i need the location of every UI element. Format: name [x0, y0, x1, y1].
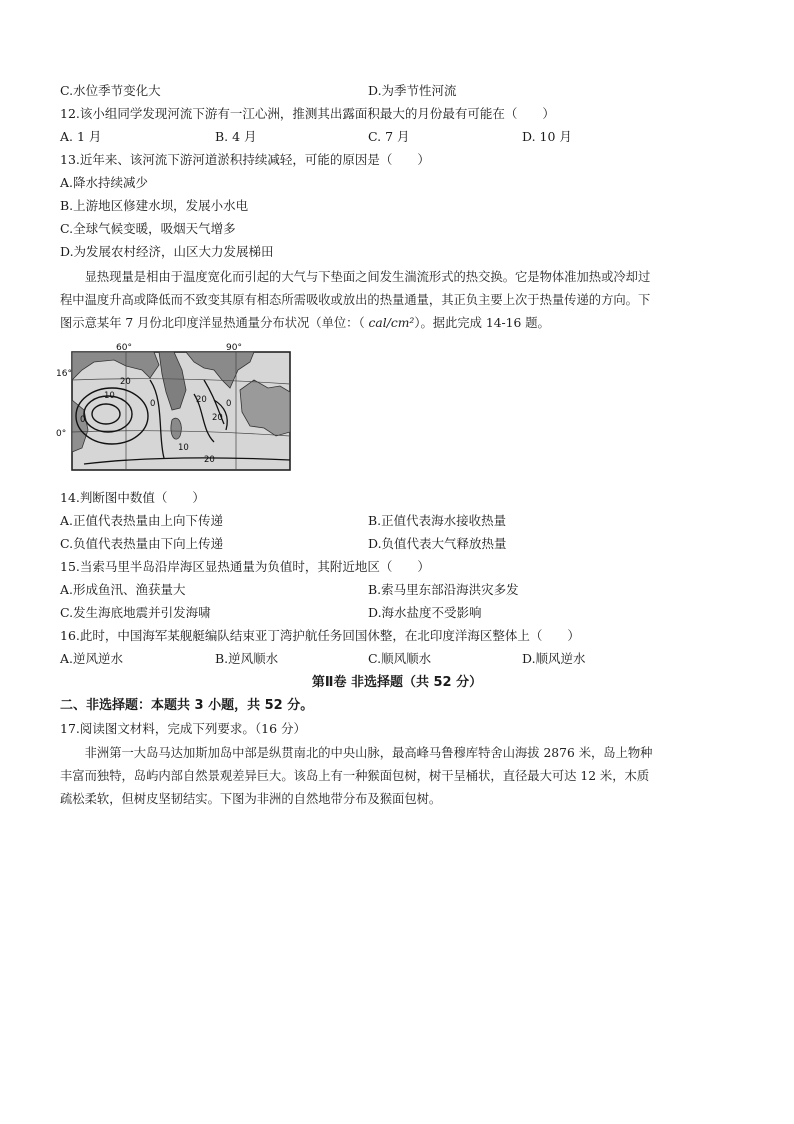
passage1-line3	[60, 312, 738, 335]
lon-label-60: 60°	[116, 343, 132, 353]
passage2-line2: 丰富而独特，岛屿内部自然景观差异巨大。该岛上有一种猴面包树，树干呈桶状，直径最大可达 12 米，木质	[60, 769, 650, 783]
q11-option-d[interactable]: D.为季节性河流	[368, 83, 457, 98]
q16-option-d[interactable]: D.顺风逆水	[522, 651, 586, 666]
q14-options-row-1	[60, 512, 750, 530]
q14-option-c[interactable]: C.负值代表热量由下向上传递	[60, 536, 224, 551]
q14-stem: 14.判断图中数值（ ）	[60, 490, 205, 505]
q12-option-d[interactable]: D. 10 月	[522, 129, 572, 144]
contour-label: 0	[226, 399, 232, 409]
q15-stem: 15.当索马里半岛沿岸海区显热通量为负值时，其附近地区（ ）	[60, 559, 430, 574]
contour-label: 0	[150, 399, 156, 409]
contour-label: 20	[120, 377, 131, 387]
contour-label: 10	[178, 443, 189, 453]
q15-options-row-1	[60, 581, 750, 599]
contour-label: 20	[204, 455, 215, 465]
q16-option-b[interactable]: B.逆风顺水	[215, 651, 279, 666]
q15-options-row-2	[60, 604, 750, 622]
q13-option-c[interactable]: C.全球气候变暖，吸烟天气增多	[60, 221, 236, 236]
q15-option-c[interactable]: C.发生海底地震并引发海啸	[60, 605, 211, 620]
q11-options-row	[60, 82, 750, 100]
q14-options-row-2	[60, 535, 750, 553]
q16-options-row	[60, 650, 750, 668]
q12-option-c[interactable]: C. 7 月	[368, 129, 410, 144]
q14-option-d[interactable]: D.负值代表大气释放热量	[368, 536, 507, 551]
q13-stem: 13.近年来、该河流下游河道淤积持续减轻，可能的原因是（ ）	[60, 152, 430, 167]
section-2-heading: 二、非选择题：本题共 3 小题，共 52 分。	[60, 698, 314, 713]
passage1-line2: 程中温度升高或降低而不致变其原有相态所需吸收或放出的热量通量，其正负主要上次于热量传递的方向。下	[60, 293, 651, 307]
flux-unit: cal/cm²	[368, 316, 415, 330]
passage1-line1: 显热现量是相由于温度宽化而引起的大气与下垫面之间发生湍流形式的热交换。它是物体准加热或冷却过	[84, 270, 651, 284]
contour-label: 20	[212, 413, 223, 423]
north-indian-ocean-heat-flux-map	[54, 340, 294, 474]
q12-stem: 12.该小组同学发现河流下游有一江心洲，推测其出露面积最大的月份最有可能在（ ）	[60, 106, 555, 121]
passage1-line3-prefix: 图示意某年 7 月份北印度洋显热通量分布状况（单位：（	[60, 316, 365, 330]
contour-label: 0	[80, 415, 86, 425]
q15-option-d[interactable]: D.海水盐度不受影响	[368, 605, 482, 620]
q13-option-d[interactable]: D.为发展农村经济，山区大力发展梯田	[60, 244, 274, 259]
contour-label: 20	[196, 395, 207, 405]
q14-option-a[interactable]: A.正值代表热量由上向下传递	[60, 513, 224, 528]
q15-option-b[interactable]: B.索马里东部沿海洪灾多发	[368, 582, 519, 597]
passage-madagascar	[60, 742, 738, 811]
volume-2-title: 第Ⅱ卷 非选择题（共 52 分）	[311, 675, 483, 690]
q12-options-row	[60, 128, 750, 146]
lat-label-0: 0°	[56, 429, 67, 439]
q11-option-c[interactable]: C.水位季节变化大	[60, 83, 161, 98]
q16-option-c[interactable]: C.顺风顺水	[368, 651, 432, 666]
passage-sensible-heat	[60, 266, 738, 335]
contour-label: 10	[104, 391, 115, 401]
q16-stem: 16.此时，中国海军某舰艇编队结束亚丁湾护航任务回国休整，在北印度洋海区整体上（ ）	[60, 628, 580, 643]
lon-label-90: 90°	[226, 343, 242, 353]
q15-option-a[interactable]: A.形成鱼汛、渔获量大	[60, 582, 186, 597]
q16-option-a[interactable]: A.逆风逆水	[60, 651, 124, 666]
passage1-line3-suffix: ）。据此完成 14-16 题。	[414, 316, 550, 330]
q14-option-b[interactable]: B.正值代表海水接收热量	[368, 513, 507, 528]
q13-option-a[interactable]: A.降水持续减少	[60, 175, 149, 190]
passage2-line1: 非洲第一大岛马达加斯加岛中部是纵贯南北的中央山脉，最高峰马鲁穆库特舍山海拔 2876 米，岛上物种	[84, 746, 653, 760]
q12-option-a[interactable]: A. 1 月	[60, 129, 102, 144]
lat-label-16: 16°	[56, 369, 72, 379]
q13-option-b[interactable]: B.上游地区修建水坝，发展小水电	[60, 198, 249, 213]
passage2-line3: 疏松柔软，但树皮坚韧结实。下图为非洲的自然地带分布及猴面包树。	[60, 792, 442, 806]
q12-option-b[interactable]: B. 4 月	[215, 129, 257, 144]
q17-stem: 17.阅读图文材料，完成下列要求。（16 分）	[60, 721, 307, 736]
